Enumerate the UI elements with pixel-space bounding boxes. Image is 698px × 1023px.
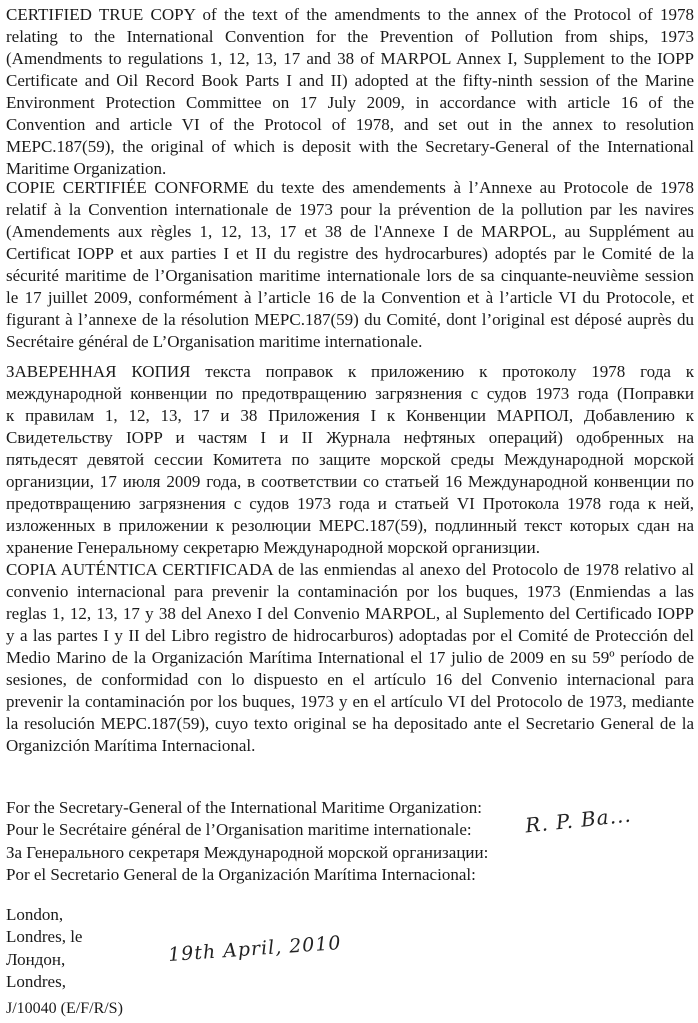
paragraph-line: MEPC.187(59), the original of which is deposit with the Secretary-General of the International [6, 137, 694, 156]
signatory-line-en: For the Secretary-General of the International Maritime Organization: [6, 798, 482, 817]
paragraph-line: relatif à la Convention internationale de 1973 pour la prévention de la pollution par les navires [6, 200, 694, 219]
paragraph-line: ЗАВЕРЕННАЯ КОПИЯ текста поправок к приложению к протоколу 1978 года к [6, 362, 694, 381]
paragraph-line: Convention and article VI of the Protocol of 1978, and set out in the annex to resolution [6, 115, 694, 134]
paragraph-line: figurant à l’annexe de la résolution MEPC.187(59) du Comité, dont l’original est déposé auprès du [6, 310, 694, 329]
signatory-block [6, 797, 488, 886]
paragraph-line: Свидетельству IOPP и частям I и II Журнала нефтяных операций) одобренных на [6, 428, 694, 447]
paragraph-line: (Amendements aux règles 1, 12, 13, 17 et 38 de l'Annexe I de MARPOL, au Supplément au [6, 222, 694, 241]
paragraph-line: COPIA AUTÉNTICA CERTIFICADA de las enmiendas al anexo del Protocolo de 1978 relativo al [6, 560, 694, 579]
paragraph-line: Organizción Marítima Internacional. [6, 736, 256, 755]
paragraph-french [6, 177, 694, 353]
paragraph-line: Medio Marino de la Organización Marítima International el 17 julio de 2009 en su 59º período de [6, 648, 694, 667]
signatory-line-fr: Pour le Secrétaire général de l’Organisation maritime internationale: [6, 820, 472, 840]
paragraph-line: reglas 1, 12, 13, 17 y 38 del Anexo I del Convenio MARPOL, al Suplemento del Certificado IOPP [6, 604, 694, 623]
paragraph-line: предотвращению загрязнения с судов 1973 года и статьей VI Протокола 1978 года к ней, [6, 494, 694, 513]
paragraph-line: la resolución MEPC.187(59), cuyo texto original se ha depositado ante el Secretario General de la [6, 714, 694, 733]
paragraph-line: изложенных в приложении к резолюции MEPC.187(59), подлинный текст которых сдан на [6, 516, 694, 535]
paragraph-line: Secrétaire général de L’Organisation maritime internationale. [6, 332, 423, 351]
place-es: Londres, [6, 971, 66, 991]
paragraph-line: prevenir la contaminación por los buques, 1973 y en el artículo VI del Protocolo de 1973, mediante [6, 692, 694, 711]
place-fr: Londres, le [6, 927, 83, 947]
paragraph-line: sesiones, de conformidad con lo dispuesto en el artículo 16 del Convenio internacional para [6, 670, 694, 689]
paragraph-line: le 17 juillet 2009, conformément à l’article 16 de la Convention et à l’article VI du Protocole, et [6, 288, 694, 307]
paragraph-spanish [6, 559, 694, 757]
paragraph-line: Certificat IOPP et aux parties I et II du registre des hydrocarbures) adoptés par le Comité de la [6, 244, 694, 263]
document-reference: J/10040 (E/F/R/S) [6, 1000, 123, 1017]
paragraph-line: хранение Генеральному секретарю Международной морской организции. [6, 538, 540, 557]
paragraph-line: Maritime Organization. [6, 159, 167, 178]
paragraph-line: Environment Protection Committee on 17 July 2009, in accordance with article 16 of the [6, 93, 694, 112]
paragraph-line: COPIE CERTIFIÉE CONFORME du texte des amendements à l’Annexe au Protocole de 1978 [6, 178, 694, 197]
place-en: London, [6, 905, 64, 924]
paragraph-line: convenio internacional para prevenir la contaminación por los buques, 1973 (Enmiendas a las [6, 582, 694, 601]
paragraph-line: (Amendments to regulations 1, 12, 13, 17 and 38 of MARPOL Annex I, Supplement to the IOPP [6, 49, 694, 68]
paragraph-line: CERTIFIED TRUE COPY of the text of the amendments to the annex of the Protocol of 1978 [6, 5, 694, 24]
paragraph-russian [6, 361, 694, 559]
paragraph-english [6, 4, 694, 180]
paragraph-line: relating to the International Convention for the Prevention of Pollution from ships, 1973 [6, 27, 694, 46]
handwritten-date: 19th April, 2010 [167, 931, 343, 967]
place-ru: Лондон, [6, 949, 66, 969]
paragraph-line: пятьдесят девятой сессии Комитета по защите морской среды Международной морской [6, 450, 694, 469]
handwritten-signature: R. P. Ba... [524, 802, 633, 838]
paragraph-line: sécurité maritime de l’Organisation maritime internationale lors de sa cinquante-neuvième session [6, 266, 694, 285]
signatory-line-es: Por el Secretario General de la Organización Marítima Internacional: [6, 864, 476, 884]
paragraph-line: y a las partes I y II del Libro registro de hidrocarburos) adoptadas por el Comité de Protección del [6, 626, 694, 645]
paragraph-line: к правилам 1, 12, 13, 17 и 38 Приложения I к Конвенции МАРПОЛ, Добавлению к [6, 406, 694, 425]
place-block [6, 904, 82, 993]
paragraph-line: Certificate and Oil Record Book Parts I and II) adopted at the fifty-ninth session of the Marine [6, 71, 694, 90]
paragraph-line: организции, 17 июля 2009 года, в соответствии со статьей 16 Международной конвенции по [6, 472, 694, 491]
signatory-line-ru: За Генерального секретаря Международной морской организации: [6, 842, 489, 862]
paragraph-line: международной конвенции по предотвращению загрязнения с судов 1973 года (Поправки [6, 384, 694, 403]
